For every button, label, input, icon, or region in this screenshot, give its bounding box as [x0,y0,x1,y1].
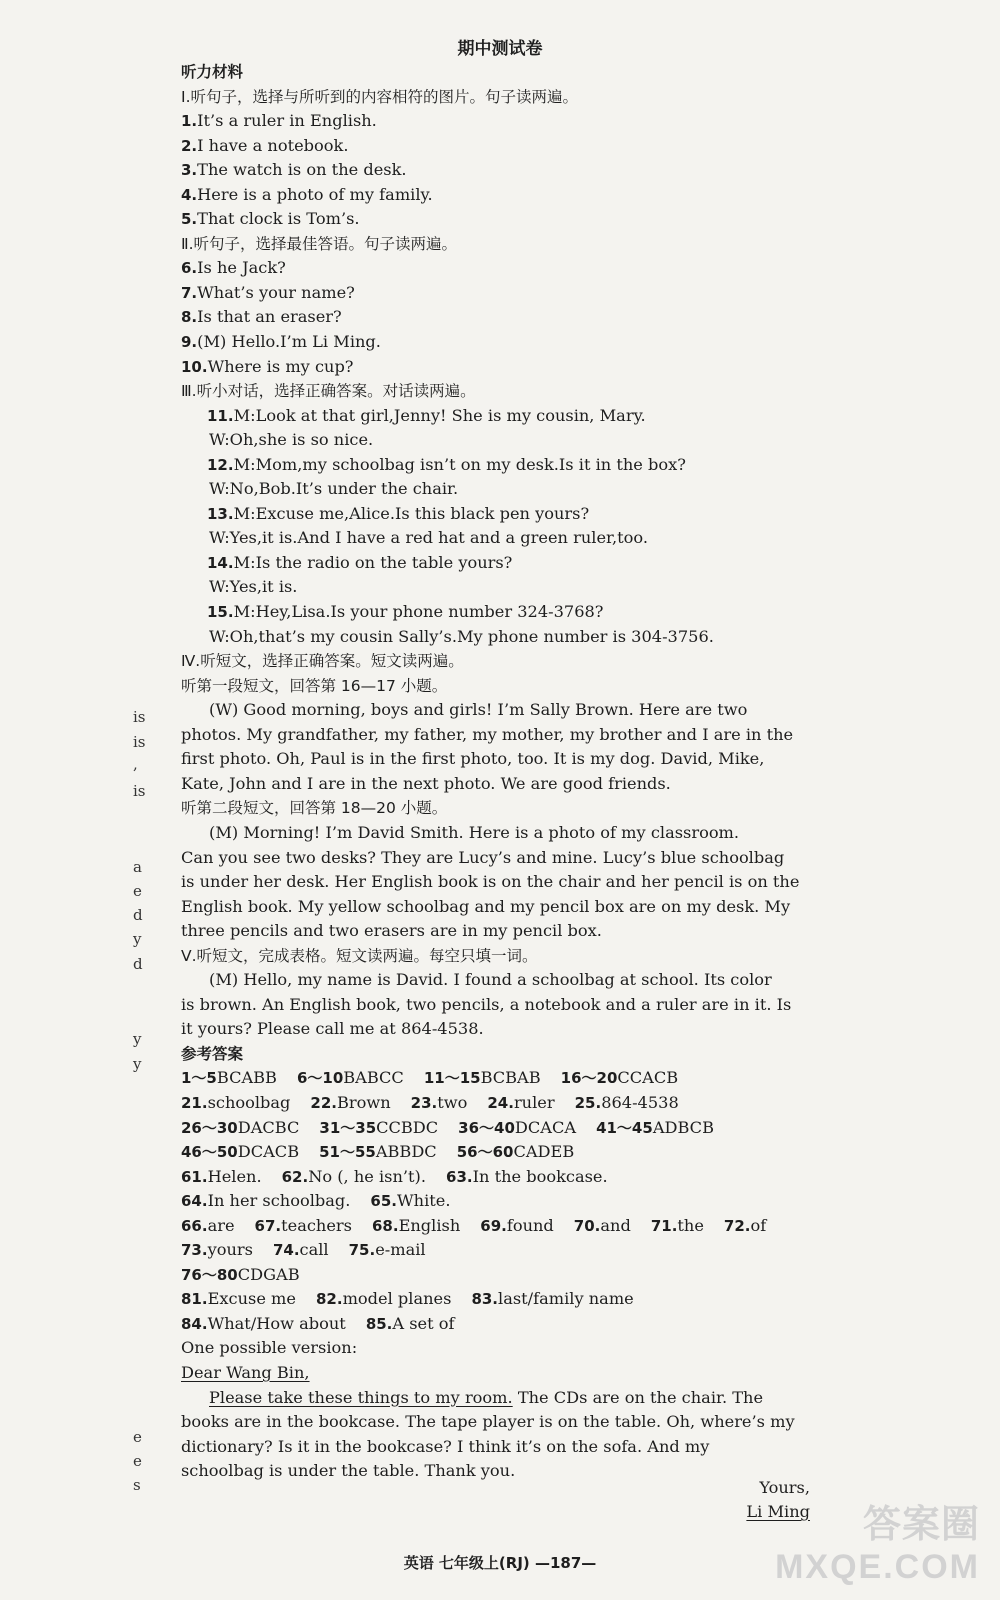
answer-text: DCACA [514,1117,577,1137]
dialogue-w [181,575,831,600]
item-number: 13. [207,504,234,523]
passage2-intro: 听第二段短文，回答第 18—20 小题。 [181,799,448,818]
answer-number: 81. [181,1290,208,1309]
passage-line: is brown. An English book, two pencils, a notebook and a ruler are in it. Is [181,994,792,1014]
item-number: 11. [207,406,234,425]
passage-line: English book. My yellow schoolbag and my pencil box are on my desk. My [181,896,791,916]
listening-heading: 听力材料 [181,63,244,81]
answer-text: DCACB [237,1142,300,1162]
item-number: 9. [181,333,198,352]
list-item [181,305,831,330]
dialogue-m [181,600,831,625]
answer-number: 24. [487,1093,514,1112]
answer-text: schoolbag [207,1092,291,1112]
answer-item [181,1091,290,1116]
passage-line: first photo. Oh, Paul is in the first photo, too. It is my dog. David, Mike, [181,749,765,769]
margin-letter: is [133,708,146,726]
dialogue-m [181,453,831,478]
item-number: 3. [181,161,198,180]
answer-text: ABBDC [375,1142,437,1162]
answer-text: CADEB [513,1142,575,1162]
answer-text: call [299,1240,329,1260]
answer-item [273,1238,329,1263]
answer-item [282,1165,426,1190]
answer-item [255,1214,352,1239]
answer-item [181,1312,346,1337]
answer-text: A set of [392,1313,455,1333]
writing-line: schoolbag is under the table. Thank you. [181,1461,516,1481]
item-text: M:Is the radio on the table yours? [233,552,513,572]
answer-item [370,1189,450,1214]
item-number: 12. [207,455,234,474]
answer-row [181,1165,831,1190]
item-text: W:No,Bob.It’s under the chair. [209,479,459,499]
content-column [181,60,831,1484]
answer-item [366,1312,455,1337]
answer-number: 63. [446,1167,473,1186]
item-text: Is that an eraser? [197,307,342,327]
answer-number: 23. [410,1093,438,1112]
answer-row [181,1214,831,1239]
answer-item [424,1066,541,1091]
answer-item [724,1214,766,1239]
passage-line: (M) Morning! I’m David Smith. Here is a photo of my classroom. [209,822,740,842]
list-item [181,158,831,183]
answer-number: 85. [365,1314,393,1333]
part4-heading: Ⅳ.听短文，选择正确答案。短文读两遍。 [181,652,464,671]
margin-letter: e [133,1452,142,1470]
item-number: 8. [181,308,198,327]
item-text: W:Yes,it is. [209,577,298,597]
answer-number: 22. [310,1093,337,1112]
passage-line: (M) Hello, my name is David. I found a schoolbag at school. Its color [209,970,772,990]
dialogue-w [181,526,831,551]
item-number: 14. [207,553,234,572]
answer-number: 84. [181,1314,208,1333]
answer-item [181,1116,299,1141]
margin-letter: is [133,782,146,800]
dialogue-w [181,477,831,502]
passage-line: photos. My grandfather, my father, my mother, my brother and I are in the [181,724,794,744]
answer-text: two [437,1092,468,1112]
item-text: That clock is Tom’s. [197,209,360,229]
item-number: 6. [181,259,198,278]
answer-item [561,1066,679,1091]
answer-text: Helen. [207,1166,262,1186]
item-text: What’s your name? [197,282,355,302]
part2-heading: Ⅱ.听句子，选择最佳答语。句子读两遍。 [181,234,458,253]
item-text: W:Yes,it is.And I have a red hat and a green ruler,too. [209,528,649,548]
answer-text: of [750,1215,767,1235]
answer-row [181,1287,831,1312]
margin-letter: d [133,906,143,924]
answer-item [319,1140,437,1165]
item-number: 2. [181,136,198,155]
answer-row [181,1140,831,1165]
writing-greeting [181,1361,831,1386]
answer-text: model planes [342,1289,452,1309]
answer-item [457,1140,575,1165]
answer-row [181,1189,831,1214]
answer-row [181,1091,831,1116]
answer-item [596,1116,714,1141]
answer-number: 83. [471,1290,499,1309]
margin-letter: d [133,955,143,973]
passage-line: it yours? Please call me at 864-4538. [181,1019,484,1039]
answer-text: In her schoolbag. [207,1191,351,1211]
answer-number: 21. [181,1093,208,1112]
page-footer: 英语 七年级上(RJ) —187— [403,1554,597,1572]
answer-number: 1～5 [181,1069,217,1088]
item-text: M:Look at that girl,Jenny! She is my cousin, Mary. [233,405,646,425]
answer-text: ruler [513,1092,555,1112]
passage-line: Can you see two desks? They are Lucy’s and mine. Lucy’s blue schoolbag [181,847,785,867]
answer-row [181,1116,831,1141]
answer-number: 82. [315,1290,343,1309]
answer-item [181,1189,350,1214]
margin-letter: , [133,755,138,773]
answer-text: CCBDC [376,1117,439,1137]
item-number: 1. [181,112,198,131]
passage-line: (W) Good morning, boys and girls! I’m Sally Brown. Here are two [209,700,748,720]
item-text: M:Excuse me,Alice.Is this black pen yours? [233,503,590,523]
margin-letter: y [133,1055,142,1073]
answers-heading: 参考答案 [181,1044,244,1063]
answer-item [372,1214,460,1239]
margin-letter: s [133,1476,141,1494]
answer-text: English [398,1215,461,1235]
answer-text: In the bookcase. [472,1166,608,1186]
list-item [181,355,831,380]
item-text: Here is a photo of my family. [197,184,433,204]
answer-number: 51～55 [319,1143,376,1162]
answer-text: teachers [281,1215,352,1235]
answer-number: 69. [480,1216,507,1235]
answer-text: the [677,1215,704,1235]
writing-line: books are in the bookcase. The tape player is on the table. Oh, where’s my [181,1412,795,1432]
list-item [181,256,831,281]
answer-item [181,1263,300,1288]
answer-text: ADBCB [652,1117,714,1137]
answer-item [575,1091,679,1116]
answer-item [487,1091,554,1116]
item-number: 15. [207,603,234,622]
answer-text: CDGAB [237,1264,300,1284]
writing-intro: One possible version: [181,1338,358,1358]
item-number: 5. [181,210,198,229]
item-number: 4. [181,185,198,204]
margin-letter: is [133,733,146,751]
answer-text: Excuse me [207,1289,296,1309]
answer-text: and [600,1215,631,1235]
answer-number: 66. [181,1216,208,1235]
answer-item [181,1066,277,1091]
first-rest: The CDs are on the chair. The [512,1387,764,1407]
first-sentence: Please take these things to my room. [209,1387,513,1407]
part1-heading: Ⅰ.听句子，选择与所听到的内容相符的图片。句子读两遍。 [181,87,579,106]
watermark-bottom: MXQE.COM [775,1548,980,1586]
answer-number: 65. [370,1192,397,1211]
answer-number: 46～50 [181,1143,238,1162]
answer-number: 31～35 [319,1118,377,1137]
item-number: 10. [181,357,208,376]
answer-item [446,1165,608,1190]
part3-heading: Ⅲ.听小对话，选择正确答案。对话读两遍。 [181,382,476,401]
answer-number: 74. [272,1241,300,1260]
answer-text: yours [207,1240,253,1260]
answer-item [319,1116,438,1141]
item-text: M:Mom,my schoolbag isn’t on my desk.Is it in the box? [233,454,686,474]
answer-item [181,1165,262,1190]
signature-text: Li Ming [746,1502,810,1521]
answer-number: 11～15 [423,1069,481,1088]
list-item [181,330,831,355]
list-item [181,281,831,306]
watermark-top: 答案圈 [862,1504,980,1546]
writing-line: dictionary? Is it in the bookcase? I think it’s on the sofa. And my [181,1436,710,1456]
margin-letter: e [133,882,142,900]
dialogue-w [181,625,831,650]
answer-number: 25. [574,1093,602,1112]
answer-number: 62. [281,1167,309,1186]
answer-row [181,1238,831,1263]
answer-number: 76～80 [181,1265,238,1284]
item-text: Is he Jack? [197,258,286,278]
answer-item [471,1287,633,1312]
answer-item [181,1238,253,1263]
answer-text: Brown [337,1092,391,1112]
watermark-logo [775,1504,980,1588]
answer-number: 68. [371,1216,399,1235]
answer-item [181,1140,299,1165]
answer-number: 6～10 [296,1069,344,1088]
answer-item [574,1214,631,1239]
answer-number: 36～40 [458,1118,515,1137]
answer-text: DACBC [237,1117,300,1137]
answer-text: What/How about [207,1313,346,1333]
list-item [181,183,831,208]
item-text: W:Oh,that’s my cousin Sally’s.My phone number is 304-3756. [209,626,714,646]
answer-text: 864-4538 [601,1092,679,1112]
answer-row [181,1263,831,1288]
item-text: It’s a ruler in English. [197,111,377,131]
margin-letter: a [133,858,142,876]
answer-item [458,1116,576,1141]
dialogue-m [181,502,831,527]
answer-row [181,1312,831,1337]
answer-number: 75. [348,1241,376,1260]
answer-text: e-mail [375,1240,426,1260]
item-text: M:Hey,Lisa.Is your phone number 324-3768? [233,602,604,622]
part5-heading: Ⅴ.听短文，完成表格。短文读两遍。每空只填一词。 [181,946,538,965]
margin-letter: y [133,1030,142,1048]
greeting-text: Dear Wang Bin, [181,1362,310,1382]
answer-text: No (, he isn’t). [308,1166,427,1186]
margin-letter: y [133,930,142,948]
answer-number: 71. [650,1216,678,1235]
list-item [181,109,831,134]
answer-number: 41～45 [596,1118,653,1137]
writing-line [181,1386,831,1411]
answer-number: 26～30 [181,1118,238,1137]
answer-number: 70. [573,1216,601,1235]
answer-number: 56～60 [456,1143,514,1162]
answer-item [480,1214,554,1239]
answer-text: last/family name [498,1289,634,1309]
answer-text: White. [397,1191,451,1211]
answer-number: 73. [181,1241,208,1260]
dialogue-m [181,404,831,429]
passage-line: three pencils and two erasers are in my pencil box. [181,921,602,941]
answer-item [411,1091,468,1116]
answer-text: CCACB [617,1068,679,1088]
item-text: (M) Hello.I’m Li Ming. [197,332,381,352]
answer-text: are [207,1215,235,1235]
answer-text: found [506,1215,554,1235]
answer-text: BCABB [216,1068,277,1088]
answer-item [297,1066,404,1091]
answer-row [181,1066,831,1091]
answer-number: 72. [723,1216,751,1235]
list-item [181,134,831,159]
answer-item [181,1287,296,1312]
list-item [181,207,831,232]
margin-letter: e [133,1428,142,1446]
answer-text: BCBAB [480,1068,541,1088]
passage-line: Kate, John and I are in the next photo. We are good friends. [181,773,671,793]
answer-item [181,1214,235,1239]
answer-text: BABCC [343,1068,404,1088]
dialogue-w [181,428,831,453]
item-text: Where is my cup? [207,356,354,376]
answer-rows [181,1066,831,1336]
answer-number: 16～20 [560,1069,618,1088]
answer-number: 61. [181,1167,208,1186]
answer-item [310,1091,390,1116]
passage-line: is under her desk. Her English book is on the chair and her pencil is on the [181,872,800,892]
item-text: The watch is on the desk. [197,160,407,180]
item-text: W:Oh,she is so nice. [209,430,374,450]
answer-item [349,1238,426,1263]
closing: Yours, [759,1478,810,1497]
item-text: I have a notebook. [197,135,349,155]
page-title: 期中测试卷 [457,39,543,59]
answer-number: 64. [181,1192,208,1211]
answer-number: 67. [254,1216,282,1235]
passage1-intro: 听第一段短文，回答第 16—17 小题。 [181,676,448,695]
answer-item [316,1287,451,1312]
answer-item [651,1214,704,1239]
item-number: 7. [181,283,198,302]
dialogue-m [181,551,831,576]
